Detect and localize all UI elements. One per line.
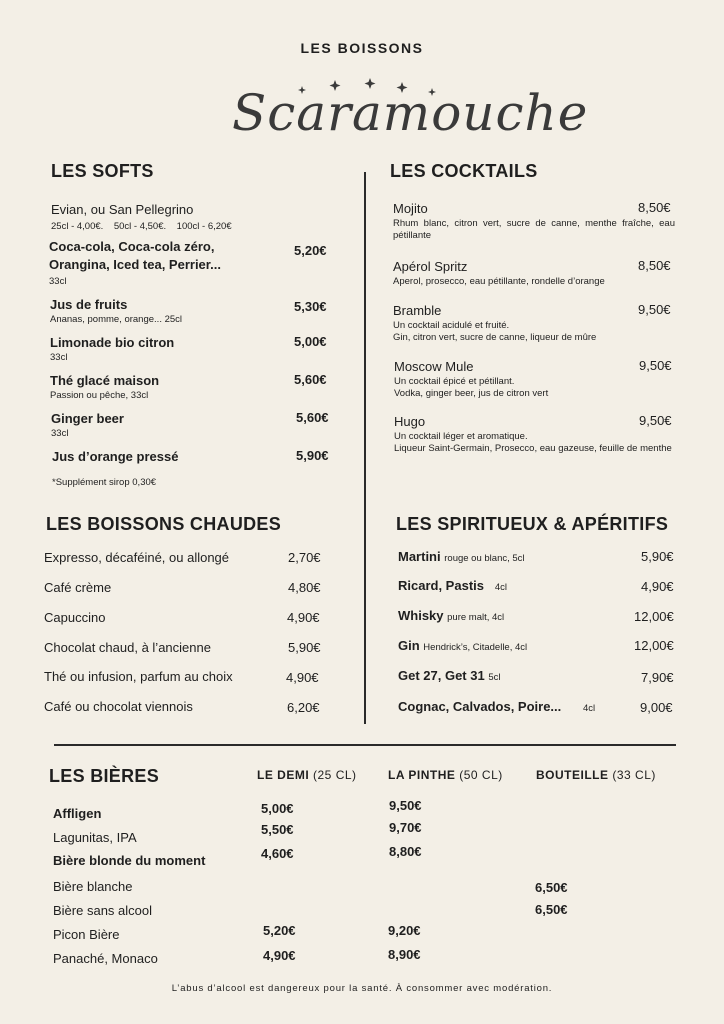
list-item xyxy=(393,200,675,242)
price: 5,60€ xyxy=(296,410,329,425)
price: 6,20€ xyxy=(287,700,320,715)
item-name: Thé glacé maison xyxy=(50,373,160,388)
item-desc: Liqueur Saint-Germain, Prosecco, eau gazeuse, feuille de menthe xyxy=(394,443,672,454)
list-item xyxy=(51,410,281,440)
item-name: Café ou chocolat viennois xyxy=(44,699,193,714)
price: 9,50€ xyxy=(639,413,672,428)
item-desc: Vodka, ginger beer, jus de citron vert xyxy=(394,388,549,399)
item-name: Jus d’orange pressé xyxy=(52,449,179,464)
list-item xyxy=(51,201,351,233)
price: 12,00€ xyxy=(634,638,674,653)
item-name: Bière blanche xyxy=(53,879,133,894)
price: 9,00€ xyxy=(640,700,673,715)
price: 2,70€ xyxy=(288,550,321,565)
list-item xyxy=(44,698,193,716)
list-item xyxy=(393,302,675,344)
list-item xyxy=(398,607,504,627)
price: 4,90€ xyxy=(287,610,320,625)
brand-name: Scaramouche xyxy=(232,84,589,142)
item-name: Expresso, décaféiné, ou allongé xyxy=(44,550,230,565)
price-demi: 5,50€ xyxy=(261,822,294,837)
column-label: BOUTEILLE xyxy=(536,768,609,782)
list-item xyxy=(50,372,280,402)
list-item xyxy=(49,238,249,288)
item-name: Cognac, Calvados, Poire... xyxy=(398,699,562,714)
item-sub: 25cl - 4,00€. 50cl - 4,50€. 100cl - 6,20€ xyxy=(51,221,232,232)
list-item xyxy=(398,667,501,687)
page-title: LES BOISSONS xyxy=(300,40,424,56)
price: 8,50€ xyxy=(638,200,671,215)
price-pinthe: 8,80€ xyxy=(389,844,422,859)
price-pinthe: 9,50€ xyxy=(389,798,422,813)
item-name: Bramble xyxy=(393,303,442,318)
column-header-bouteille xyxy=(536,768,656,782)
item-extra: Hendrick’s, Citadelle, 4cl xyxy=(423,642,528,653)
item-name: Evian, ou San Pellegrino xyxy=(51,202,194,217)
list-item xyxy=(52,448,282,466)
item-name: Limonade bio citron xyxy=(50,335,175,350)
price-demi: 4,90€ xyxy=(263,948,296,963)
softs-note: *Supplément sirop 0,30€ xyxy=(52,477,157,488)
price: 5,90€ xyxy=(641,549,674,564)
item-name: Panaché, Monaco xyxy=(53,951,158,966)
item-extra: IPA xyxy=(116,830,137,845)
section-divider xyxy=(54,744,676,746)
item-name: Jus de fruits xyxy=(50,297,128,312)
price-demi: 5,00€ xyxy=(261,801,294,816)
footer-disclaimer: L’abus d’alcool est dangereux pour la santé. À consommer avec modération. xyxy=(171,983,553,994)
price: 4,90€ xyxy=(641,579,674,594)
softs-title: LES SOFTS xyxy=(51,161,154,181)
table-row xyxy=(53,805,101,823)
price: 7,90€ xyxy=(641,670,674,685)
item-name: Chocolat chaud, xyxy=(44,640,138,655)
cocktails-title: LES COCKTAILS xyxy=(390,161,538,181)
item-name: Affligen xyxy=(53,806,102,821)
spiritueux-title: LES SPIRITUEUX & APÉRITIFS xyxy=(396,514,669,534)
price: 5,00€ xyxy=(294,334,327,349)
item-name: Capuccino xyxy=(44,610,106,625)
item-name: Lagunitas, xyxy=(53,830,113,845)
price-pinthe: 8,90€ xyxy=(388,947,421,962)
list-item xyxy=(50,334,280,364)
item-sub: 33cl xyxy=(51,428,69,439)
item-name: Martini xyxy=(398,549,441,564)
item-name: Get 27, Get 31 xyxy=(398,668,485,683)
price: 9,50€ xyxy=(638,302,671,317)
item-name: Moscow Mule xyxy=(394,359,474,374)
item-name: Gin xyxy=(398,638,420,653)
item-name: Whisky xyxy=(398,608,444,623)
item-name: Ginger beer xyxy=(51,411,124,426)
price-pinthe: 9,70€ xyxy=(389,820,422,835)
list-item xyxy=(394,413,676,455)
price: 5,90€ xyxy=(288,640,321,655)
list-item xyxy=(44,549,229,567)
item-extra: pure malt, 4cl xyxy=(447,612,505,623)
item-desc: Gin, citron vert, sucre de canne, liqueur de mûre xyxy=(393,332,597,343)
item-name: Coca-cola, Coca-cola zéro, Orangina, Iced tea, Perrier... xyxy=(49,239,221,272)
item-name: Thé ou infusion, xyxy=(44,669,137,684)
item-sub: 33cl xyxy=(50,352,68,363)
price: 5,90€ xyxy=(296,448,329,463)
price: 5,20€ xyxy=(294,243,327,258)
price: 5,60€ xyxy=(294,372,327,387)
brand-logo xyxy=(232,70,589,150)
item-desc: Un cocktail épicé et pétillant. xyxy=(394,376,515,387)
price-bouteille: 6,50€ xyxy=(535,902,568,917)
list-item xyxy=(50,296,280,326)
item-sub: 33cl xyxy=(49,276,67,287)
price-pinthe: 9,20€ xyxy=(388,923,421,938)
item-sub: Ananas, pomme, orange... 25cl xyxy=(50,314,183,325)
table-row xyxy=(53,902,152,920)
item-name: Bière sans alcool xyxy=(53,903,152,918)
price: 9,50€ xyxy=(639,358,672,373)
bieres-title: LES BIÈRES xyxy=(49,766,160,786)
item-extra: 5cl xyxy=(488,672,501,683)
column-header-demi xyxy=(257,768,357,782)
price: 4,80€ xyxy=(288,580,321,595)
table-row xyxy=(53,852,205,870)
item-name: Café crème xyxy=(44,580,112,595)
item-extra: 4cl xyxy=(582,703,596,714)
list-item xyxy=(44,609,105,627)
price: 12,00€ xyxy=(634,609,674,624)
list-item xyxy=(398,577,507,597)
price-demi: 4,60€ xyxy=(261,846,294,861)
chaudes-title: LES BOISSONS CHAUDES xyxy=(46,514,282,534)
list-item xyxy=(398,637,527,657)
list-item xyxy=(44,639,211,657)
list-item xyxy=(393,258,675,288)
column-label: LA PINTHE xyxy=(388,768,456,782)
list-item xyxy=(44,579,111,597)
price: 8,50€ xyxy=(638,258,671,273)
item-name: Ricard, Pastis xyxy=(398,578,484,593)
item-name: Picon Bière xyxy=(53,927,120,942)
price: 4,90€ xyxy=(286,670,319,685)
list-item xyxy=(394,358,676,400)
list-item xyxy=(44,668,233,686)
item-extra: à l’ancienne xyxy=(141,640,211,655)
column-size: (33 CL) xyxy=(612,768,656,782)
column-label: LE DEMI xyxy=(257,768,310,782)
item-extra: rouge ou blanc, 5cl xyxy=(444,553,525,564)
price: 5,30€ xyxy=(294,299,327,314)
item-extra: parfum au choix xyxy=(140,669,233,684)
column-size: (50 CL) xyxy=(459,768,503,782)
item-desc: Un cocktail léger et aromatique. xyxy=(394,431,528,442)
list-item xyxy=(398,548,525,568)
column-size: (25 CL) xyxy=(313,768,357,782)
table-row xyxy=(53,950,158,968)
item-name: Bière blonde du moment xyxy=(53,853,206,868)
item-name: Hugo xyxy=(394,414,426,429)
item-desc: Un cocktail acidulé et fruité. xyxy=(393,320,510,331)
item-desc: Rhum blanc, citron vert, sucre de canne, menthe fraîche, eau pétillante xyxy=(393,218,675,241)
column-header-pinthe xyxy=(388,768,503,782)
list-item xyxy=(398,698,595,718)
price-bouteille: 6,50€ xyxy=(535,880,568,895)
item-extra: 4cl xyxy=(494,582,507,593)
table-row xyxy=(53,829,137,847)
table-row xyxy=(53,878,133,896)
price-demi: 5,20€ xyxy=(263,923,296,938)
item-name: Apérol Spritz xyxy=(393,259,468,274)
item-sub: Passion ou pêche, 33cl xyxy=(50,390,149,401)
item-desc: Aperol, prosecco, eau pétillante, rondelle d’orange xyxy=(393,276,605,287)
item-name: Mojito xyxy=(393,201,428,216)
column-divider xyxy=(364,172,366,724)
table-row xyxy=(53,926,119,944)
